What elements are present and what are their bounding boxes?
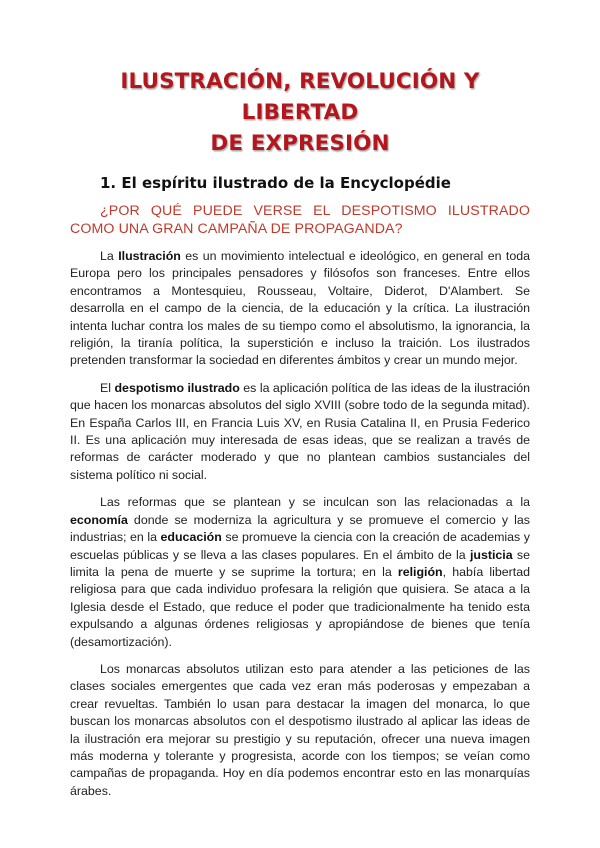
section-question: ¿POR QUÉ PUEDE VERSE EL DESPOTISMO ILUSTRADO COMO UNA GRAN CAMPAÑA DE PROPAGANDA? (70, 203, 530, 237)
title-line-1: ILUSTRACIÓN, REVOLUCIÓN Y LIBERTAD (120, 69, 480, 125)
paragraph-text: La (100, 249, 119, 263)
section-heading: 1. El espíritu ilustrado de la Encyclopédie (100, 174, 451, 192)
title-line-2: DE EXPRESIÓN (210, 131, 390, 156)
paragraph-text: es la aplicación política de las ideas de la ilustración que hacen los monarcas absolutos del siglo XVIII (sobre todo de la segunda mitad). En España Carlos III, en Francia Luis XV, en Rusia Catalina II, en Prusia Federico II. Es una aplicación muy interesada de esas ideas, que se realizan a través de reformas de carácter moderado y que no plantean cambios sustanciales del sistema político ni social. (70, 380, 530, 482)
paragraph-ilustracion (70, 248, 530, 370)
paragraph-text: donde se moderniza la agricultura y se promueve el comercio y las industrias; en la (70, 512, 530, 545)
paragraph-text: , había libertad religiosa para que cada individuo profesara la religión que quisiera. Se ataca a la Iglesia desde el Estado, que reduce el poder que tradicionalmente ha tenido esta expulsando a algunas órdenes religiosas y apropiándose de bienes que tenía (desamortización). (70, 564, 530, 649)
page-title (70, 66, 530, 159)
paragraph-text: es un movimiento intelectual e ideológico, en general en toda Europa pero los principales pensadores y filósofos son franceses. Entre ellos encontramos a Montesquieu, Rousseau, Voltaire, Diderot, D'Alambert. Se desarrolla en el campo de la ciencia, de la educación y la crítica. La ilustración intenta luchar contra los males de su tiempo como el absolutismo, la ignorancia, la religión, la tiranía política, la superstición e incluso la traición. Los ilustrados pretenden transformar la sociedad en diferentes ámbitos y crear un mundo mejor. (70, 249, 530, 368)
paragraph-text: Los monarcas absolutos utilizan esto para atender a las peticiones de las clases sociales emergentes que cada vez eran más poderosas y empezaban a crear revueltas. También lo usan para destacar la imagen del monarca, lo que buscan los monarcas absolutos con el despotismo ilustrado al aplicar las ideas de la ilustración era mejorar su prestigio y su reputación, ofrecer una nueva imagen más moderna y tolerante y progresista, acorde con los tiempos; se veían como campañas de propaganda. Hoy en día podemos encontrar esto en las monarquías árabes. (70, 661, 530, 798)
paragraph-text: se promueve la ciencia con la creación de academias y escuelas públicas y se lleva a las clases populares. En el ámbito de la (70, 530, 530, 562)
paragraph-text: se limita la pena de muerte y se suprime la tortura; en la (70, 547, 530, 579)
bold-term-religion: religión (397, 564, 443, 579)
paragraph-text: Las reformas que se plantean y se inculcan son las relacionadas a la (100, 495, 530, 510)
paragraph-text: El (100, 380, 115, 395)
paragraph-despotismo (70, 380, 530, 484)
bold-term-ilustracion: Ilustración (118, 249, 181, 263)
paragraph-reformas (70, 494, 530, 651)
paragraph-monarcas (70, 661, 530, 800)
bold-term-despotismo: despotismo ilustrado (114, 380, 240, 395)
bold-term-educacion: educación (160, 530, 222, 545)
bold-term-justicia: justicia (469, 547, 513, 562)
bold-term-economia: economía (70, 512, 128, 527)
